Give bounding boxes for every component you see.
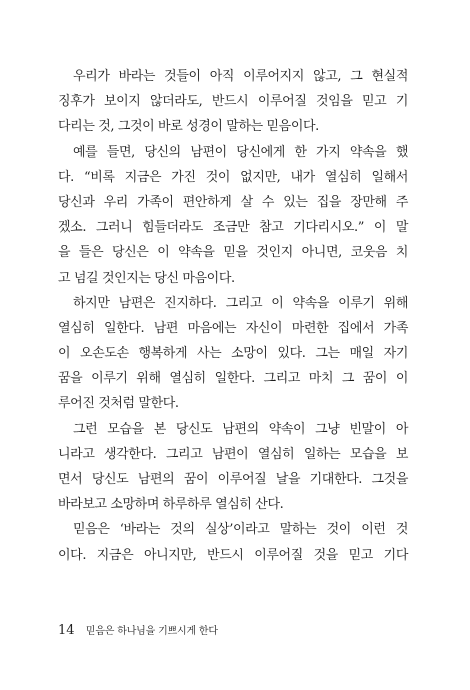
- text-line: 바라보고 소망하며 하루하루 열심히 산다.: [58, 497, 284, 513]
- text-line: 예를 들면, 당신의 남편이 당신에게 한 가지 약속을 했: [73, 144, 408, 160]
- text-line: 다리는 것, 그것이 바로 성경이 말하는 믿음이다.: [58, 119, 319, 135]
- text-line: 이 오손도손 행복하게 사는 소망이 있다. 그는 매일 자기: [58, 346, 408, 362]
- body-text: [58, 64, 408, 568]
- text-line: 면서 당신도 남편의 꿈이 이루어질 날을 기대한다. 그것을: [58, 472, 408, 487]
- text-line: 그런 모습을 본 당신도 남편의 약속이 그냥 빈말이 아: [73, 421, 408, 437]
- text-line: 다. “비록 지금은 가진 것이 없지만, 내가 열심히 일해서: [58, 169, 408, 185]
- page-footer: [58, 624, 218, 639]
- text-line: 징후가 보이지 않더라도, 반드시 이루어질 것임을 믿고 기: [58, 94, 408, 110]
- text-line: 열심히 일한다. 남편 마음에는 자신이 마련한 집에서 가족: [58, 320, 408, 336]
- text-line: 니라고 생각한다. 그리고 남편이 열심히 일하는 모습을 보: [58, 446, 408, 462]
- text-line: 겠소. 그러니 힘들더라도 조금만 참고 기다리시오.” 이 말: [58, 220, 408, 236]
- text-line: 고 넘길 것인지는 당신 마음이다.: [58, 270, 235, 286]
- text-line: 루어진 것처럼 말한다.: [58, 396, 179, 412]
- text-line: 믿음은 ‘바라는 것의 실상’이라고 말하는 것이 이런 것: [73, 522, 408, 538]
- text-line: 당신과 우리 가족이 편안하게 살 수 있는 집을 장만해 주: [58, 194, 408, 210]
- text-line: 하지만 남편은 진지하다. 그리고 이 약속을 이루기 위해: [73, 295, 408, 311]
- text-line: 우리가 바라는 것들이 아직 이루어지지 않고, 그 현실적: [73, 69, 408, 84]
- running-title: 믿음은 하나님을 기쁘시게 한다: [85, 626, 218, 637]
- text-line: 을 들은 당신은 이 약속을 믿을 것인지 아니면, 코웃음 치: [58, 245, 408, 261]
- page-number: 14: [58, 623, 75, 638]
- text-line: 이다. 지금은 아니지만, 반드시 이루어질 것을 믿고 기다: [58, 547, 408, 563]
- text-line: 꿈을 이루기 위해 열심히 일한다. 그리고 마치 그 꿈이 이: [58, 371, 408, 387]
